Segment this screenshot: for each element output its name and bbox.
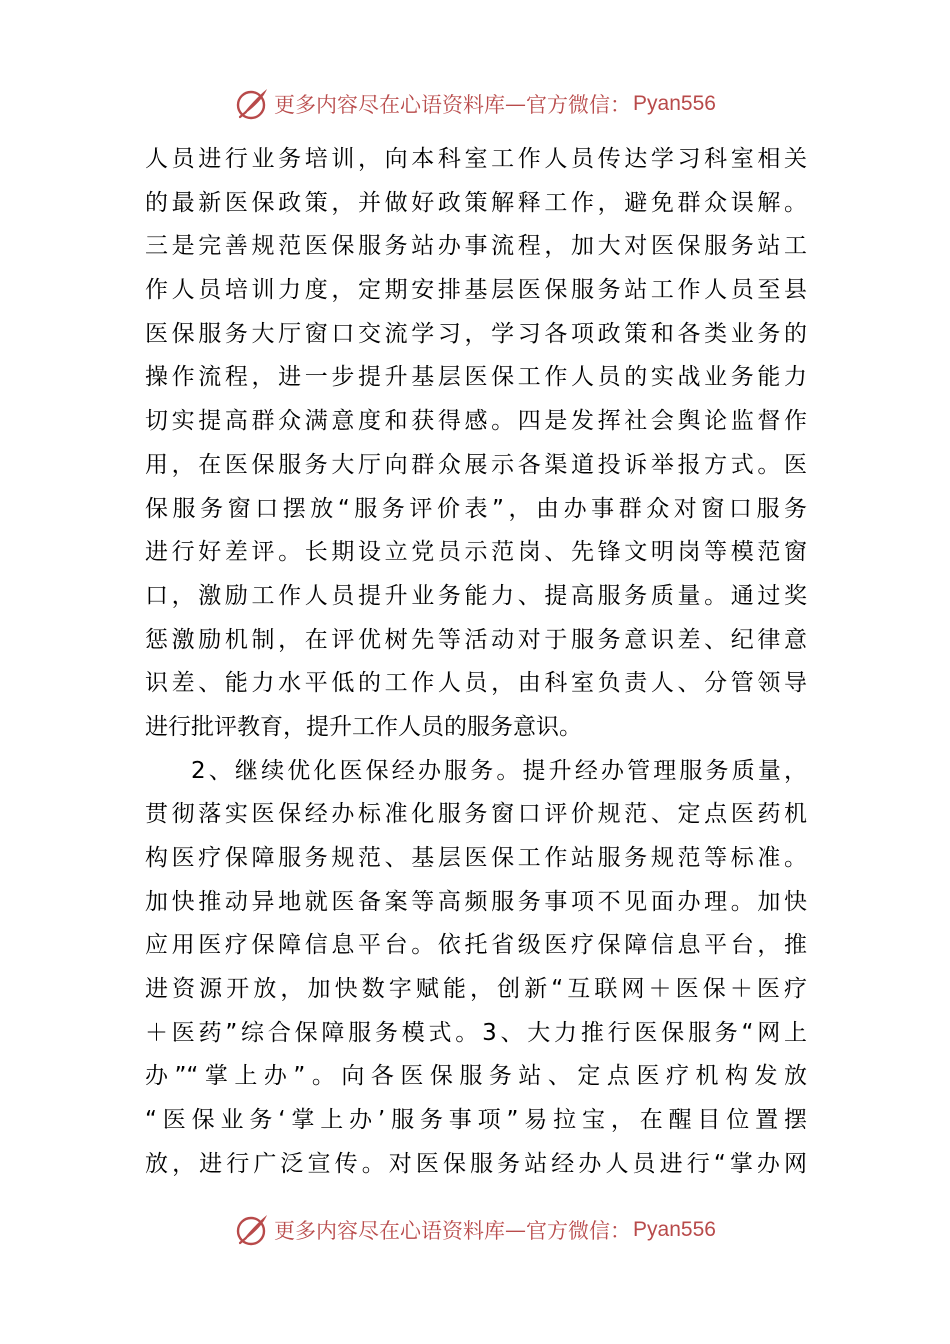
body-line-19: 应用医疗保障信息平台。依托省级医疗保障信息平台，推 <box>145 932 807 959</box>
footer-brand-text: 更多内容尽在心语资料库 <box>274 1219 506 1243</box>
body-line-13: 识差、能力水平低的工作人员，由科室负责人、分管领导 <box>145 670 807 697</box>
body-line-6: 操作流程，进一步提升基层医保工作人员的实战业务能力 <box>145 364 807 391</box>
body-line-1: 人员进行业务培训，向本科室工作人员传达学习科室相关 <box>145 146 807 172</box>
footer-wechat-id: Pyan556 <box>633 1218 716 1241</box>
body-line-5: 医保服务大厅窗口交流学习，学习各项政策和各类业务的 <box>145 320 807 347</box>
header-separator: — <box>505 92 527 116</box>
footer-wechat-label: 官方微信： <box>526 1219 632 1243</box>
header-wechat-id: Pyan556 <box>633 92 716 115</box>
body-line-22: 办”“掌上办”。向各医保服务站、定点医疗机构发放 <box>145 1063 807 1090</box>
body-line-9: 保服务窗口摆放“服务评价表”，由办事群众对窗口服务 <box>145 495 807 522</box>
quill-logo-icon <box>234 1212 270 1248</box>
header-wechat-label: 官方微信： <box>526 93 632 117</box>
header-brand-text: 更多内容尽在心语资料库 <box>274 93 506 117</box>
footer-separator: — <box>505 1218 527 1242</box>
body-line-12: 惩激励机制，在评优树先等活动对于服务意识差、纪律意 <box>145 626 807 653</box>
body-line-24: 放，进行广泛宣传。对医保服务站经办人员进行“掌办网 <box>145 1150 807 1177</box>
body-line-18: 加快推动异地就医备案等高频服务事项不见面办理。加快 <box>145 888 807 915</box>
body-line-15: 2、继续优化医保经办服务。提升经办管理服务质量， <box>191 757 807 784</box>
body-line-17: 构医疗保障服务规范、基层医保工作站服务规范等标准。 <box>145 845 807 871</box>
quill-logo-icon <box>234 86 270 122</box>
body-line-7: 切实提高群众满意度和获得感。四是发挥社会舆论监督作 <box>145 408 807 435</box>
body-line-10: 进行好差评。长期设立党员示范岗、先锋文明岗等模范窗 <box>145 539 807 566</box>
body-line-4: 作人员培训力度，定期安排基层医保服务站工作人员至县 <box>145 277 807 304</box>
footer-banner <box>0 1210 950 1250</box>
body-line-3: 三是完善规范医保服务站办事流程，加大对医保服务站工 <box>145 233 807 260</box>
body-line-14: 进行批评教育，提升工作人员的服务意识。 <box>145 713 582 740</box>
body-line-11: 口，激励工作人员提升业务能力、提高服务质量。通过奖 <box>145 582 807 609</box>
body-line-16: 贯彻落实医保经办标准化服务窗口评价规范、定点医药机 <box>145 801 807 828</box>
body-line-2: 的最新医保政策，并做好政策解释工作，避免群众误解。 <box>145 189 807 216</box>
body-line-20: 进资源开放，加快数字赋能，创新“互联网＋医保＋医疗 <box>145 976 807 1003</box>
body-line-8: 用，在医保服务大厅向群众展示各渠道投诉举报方式。医 <box>145 451 807 478</box>
body-line-23: “医保业务‘掌上办’服务事项”易拉宝，在醒目位置摆 <box>145 1107 807 1134</box>
header-banner <box>0 84 950 124</box>
body-line-21: ＋医药”综合保障服务模式。3、大力推行医保服务“网上 <box>145 1019 807 1046</box>
document-body <box>145 138 807 1187</box>
